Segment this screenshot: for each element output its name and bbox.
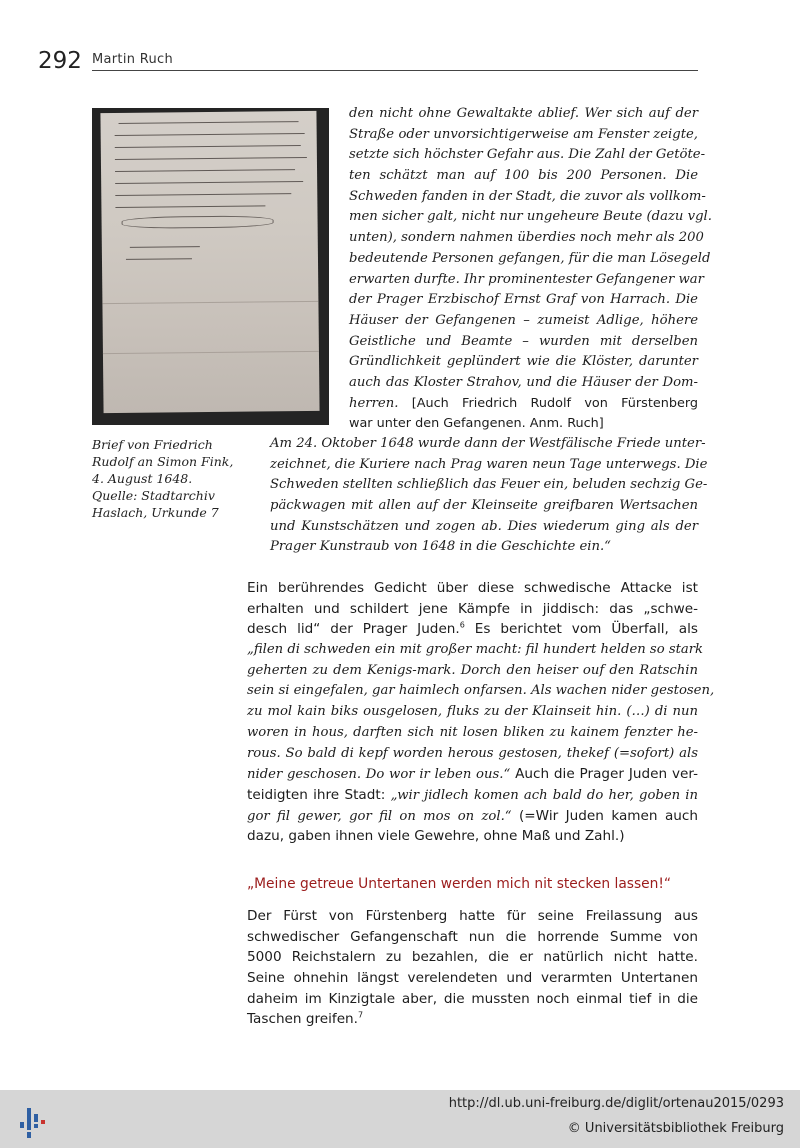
editor-note-fragment: [Auch Friedrich Rudolf von Fürstenberg <box>398 395 698 411</box>
caption-line: Brief von Friedrich <box>92 437 213 452</box>
quote-line: zeichnet, die Kuriere nach Prag waren neun Tage unterwegs. Die <box>270 456 708 472</box>
poem-line: zu mol kain biks ousgelosen, fluks zu der Klainseit hin. (…) di nun <box>247 704 698 720</box>
poem-line: rous. So bald di kepf worden herous gestosen, thekef (=sofort) als <box>247 745 698 761</box>
body-line: Der Fürst von Fürstenberg hatte für seine Freilassung aus <box>247 908 698 924</box>
body-fragment: desch lid“ der Prager Juden. <box>247 621 460 638</box>
body-line <box>247 785 698 806</box>
body-line <box>247 764 698 785</box>
quote-line: erwarten durfte. Ihr prominentester Gefangener war <box>349 271 704 287</box>
body-line: Seine ohnehin längst verelendeten und verarmten Untertanen <box>247 970 698 987</box>
body-line <box>247 1009 698 1030</box>
quote-line: Prager Kunstraub von 1648 in die Geschichte ein.“ <box>270 539 611 555</box>
quote-line: päckwagen mit allen auf der Kleinseite greifbaren Wertsachen <box>270 498 698 514</box>
figure-caption <box>92 436 242 521</box>
quote-line: auch das Kloster Strahov, und die Häuser der Dom- <box>349 374 698 390</box>
quote-line <box>349 394 698 415</box>
quote-line: der Prager Erzbischof Ernst Graf von Harrach. Die <box>349 292 698 308</box>
quote-line: Geistliche und Beamte – wurden mit derselben <box>349 333 698 349</box>
quote-line: Straße oder unvorsichtigerweise am Fenster zeigte, <box>349 126 698 142</box>
manuscript-photo <box>92 108 329 425</box>
poem-line: woren in hous, darften sich nit losen bliken zu kainem fenzter he- <box>247 724 698 740</box>
poem-line: geherten zu dem Kenigs-mark. Dorch den heiser ouf den Ratschin <box>247 662 698 678</box>
quote-line: den nicht ohne Gewaltakte ablief. Wer sich auf der <box>349 106 698 121</box>
caption-line: Rudolf an Simon Fink, <box>92 454 234 469</box>
body-line: schwedischer Gefangenschaft nun die horrende Summe von <box>247 928 698 945</box>
copyright-notice: © Universitätsbibliothek Freiburg <box>567 1121 784 1136</box>
poem-fragment: nider geschosen. Do wor ir leben ous.“ <box>247 767 511 783</box>
body-line: 5000 Reichstalern zu bezahlen, die er natürlich nicht hatte. <box>247 949 698 966</box>
body-fragment: Es berichtet vom Überfall, als <box>464 621 698 638</box>
page-number: 292 <box>38 48 82 74</box>
quote-line: men sicher galt, nicht nur ungeheure Beute (dazu vgl. <box>349 209 712 225</box>
permalink-url[interactable]: http://dl.ub.uni-freiburg.de/diglit/ortenau2015/0293 <box>448 1096 784 1111</box>
library-logo-icon <box>12 1100 52 1140</box>
body-line <box>247 619 698 640</box>
footnote-ref: 7 <box>358 1010 364 1020</box>
body-line: daheim im Kinzigtale aber, die mussten noch einmal tief in die <box>247 990 698 1007</box>
header-rule <box>92 70 698 71</box>
body-fragment: Taschen greifen. <box>247 1011 358 1028</box>
body-fragment: teidigten ihre Stadt: <box>247 786 391 803</box>
quote-line: und Kunstschätzen und zogen ab. Dies wiederum ging als der <box>270 518 698 534</box>
quote-beside-figure <box>349 104 712 435</box>
quote-line: Schweden stellten schließlich das Feuer ein, beluden sechzig Ge- <box>270 477 708 493</box>
footnote-ref: 6 <box>459 620 465 630</box>
body-line: dazu, gaben ihnen viele Gewehre, ohne Maß und Zahl.) <box>247 828 625 845</box>
caption-line: Quelle: Stadtarchiv <box>92 488 215 503</box>
poem-line: sein si eingefalen, gar haimlech onfarsen. Als wachen nider gestosen, <box>247 683 715 699</box>
manuscript-paper <box>100 111 319 413</box>
caption-line: 4. August 1648. <box>92 471 193 486</box>
quote-line: bedeutende Personen gefangen, für die man Lösegeld <box>349 250 711 266</box>
footer-bar <box>0 1090 800 1148</box>
paragraph-poem <box>247 578 715 847</box>
body-line: erhalten und schildert jene Kämpfe in jiddisch: das „schwe- <box>247 600 698 617</box>
section-heading: „Meine getreue Untertanen werden mich nit stecken lassen!“ <box>247 876 672 892</box>
quote-below-figure <box>270 434 708 558</box>
body-line: Ein berührendes Gedicht über diese schwedische Attacke ist <box>247 580 698 596</box>
poem-fragment: gor fil gewer, gor fil on mos on zol.“ <box>247 808 512 824</box>
paragraph-ransom <box>247 906 698 1030</box>
editor-note-line: war unter den Gefangenen. Anm. Ruch] <box>349 416 604 432</box>
quote-italic-fragment: herren. <box>349 395 399 411</box>
quote-line: Gründlichkeit geplündert wie die Klöster, darunter <box>349 354 698 370</box>
quote-line: Schweden fanden in der Stadt, die zuvor als vollkom- <box>349 188 706 204</box>
body-fragment: (=Wir Juden kamen auch <box>511 807 699 824</box>
running-head-author: Martin Ruch <box>92 52 173 67</box>
body-line <box>247 806 698 827</box>
quote-line: ten schätzt man auf 100 bis 200 Personen. Die <box>349 168 698 184</box>
poem-line: „filen di schweden ein mit großer macht: fil hundert helden so stark <box>247 642 704 658</box>
quote-line: unten), sondern nahmen überdies noch mehr als 200 <box>349 230 704 246</box>
caption-line: Haslach, Urkunde 7 <box>92 505 219 520</box>
poem-fragment: „wir jidlech komen ach bald do her, goben in <box>390 787 699 803</box>
quote-line: Häuser der Gefangenen – zumeist Adlige, höhere <box>349 312 698 328</box>
quote-line: Am 24. Oktober 1648 wurde dann der Westfälische Friede unter- <box>270 436 706 451</box>
quote-line: setzte sich höchster Gefahr aus. Die Zahl der Getöte- <box>349 147 706 163</box>
body-fragment: Auch die Prager Juden ver- <box>510 766 698 783</box>
